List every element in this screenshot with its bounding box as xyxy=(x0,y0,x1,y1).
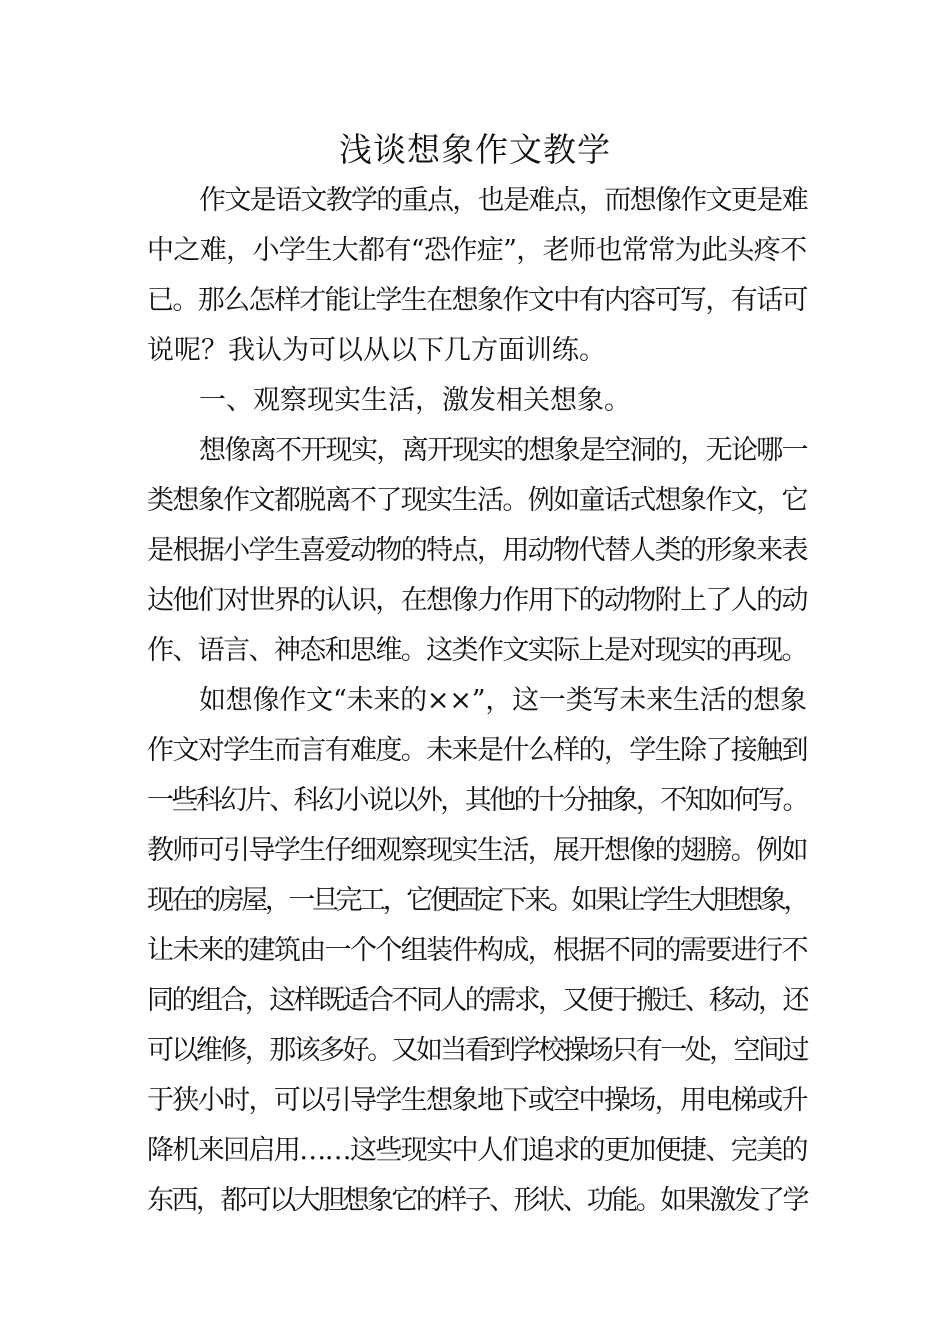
section-heading: 一、观察现实生活，激发相关想象。 xyxy=(199,385,631,416)
paragraph-line: 说呢？我认为可以从以下几方面训练。 xyxy=(147,335,606,366)
paragraph-line: 作、语言、神态和思维。这类作文实际上是对现实的再现。 xyxy=(147,635,807,666)
paragraph-line: 于狭小时，可以引导学生想象地下或空中操场，用电梯或升 xyxy=(147,1085,807,1116)
paragraph-line: 想像离不开现实，离开现实的想象是空洞的，无论哪一 xyxy=(199,435,807,466)
paragraph-line: 现在的房屋，一旦完工，它便固定下来。如果让学生大胆想象， xyxy=(147,885,807,916)
document-title: 浅谈想象作文教学 xyxy=(339,130,611,169)
paragraph-line: 作文对学生而言有难度。未来是什么样的，学生除了接触到 xyxy=(147,735,807,766)
paragraph-line: 东西，都可以大胆想象它的样子、形状、功能。如果激发了学 xyxy=(147,1185,807,1216)
paragraph-line: 达他们对世界的认识，在想像力作用下的动物附上了人的动 xyxy=(147,585,807,616)
paragraph-line: 作文是语文教学的重点，也是难点，而想像作文更是难 xyxy=(199,185,807,216)
paragraph-line: 同的组合，这样既适合不同人的需求，又便于搬迁、移动，还 xyxy=(147,985,807,1016)
paragraph-line: 可以维修，那该多好。又如当看到学校操场只有一处，空间过 xyxy=(147,1035,807,1066)
paragraph-line: 如想像作文“未来的××”，这一类写未来生活的想象 xyxy=(199,685,807,716)
paragraph-line: 教师可引导学生仔细观察现实生活，展开想像的翅膀。例如 xyxy=(147,835,807,866)
paragraph-line: 是根据小学生喜爱动物的特点，用动物代替人类的形象来表 xyxy=(147,535,807,566)
paragraph-line: 中之难，小学生大都有“恐作症”，老师也常常为此头疼不 xyxy=(147,235,807,266)
paragraph-line: 降机来回启用……这些现实中人们追求的更加便捷、完美的 xyxy=(147,1135,807,1166)
paragraph-line: 一些科幻片、科幻小说以外，其他的十分抽象，不知如何写。 xyxy=(147,785,807,816)
paragraph-line: 类想象作文都脱离不了现实生活。例如童话式想象作文，它 xyxy=(147,485,807,516)
paragraph-line: 让未来的建筑由一个个组装件构成，根据不同的需要进行不 xyxy=(147,935,807,966)
paragraph-line: 已。那么怎样才能让学生在想象作文中有内容可写，有话可 xyxy=(147,285,807,316)
